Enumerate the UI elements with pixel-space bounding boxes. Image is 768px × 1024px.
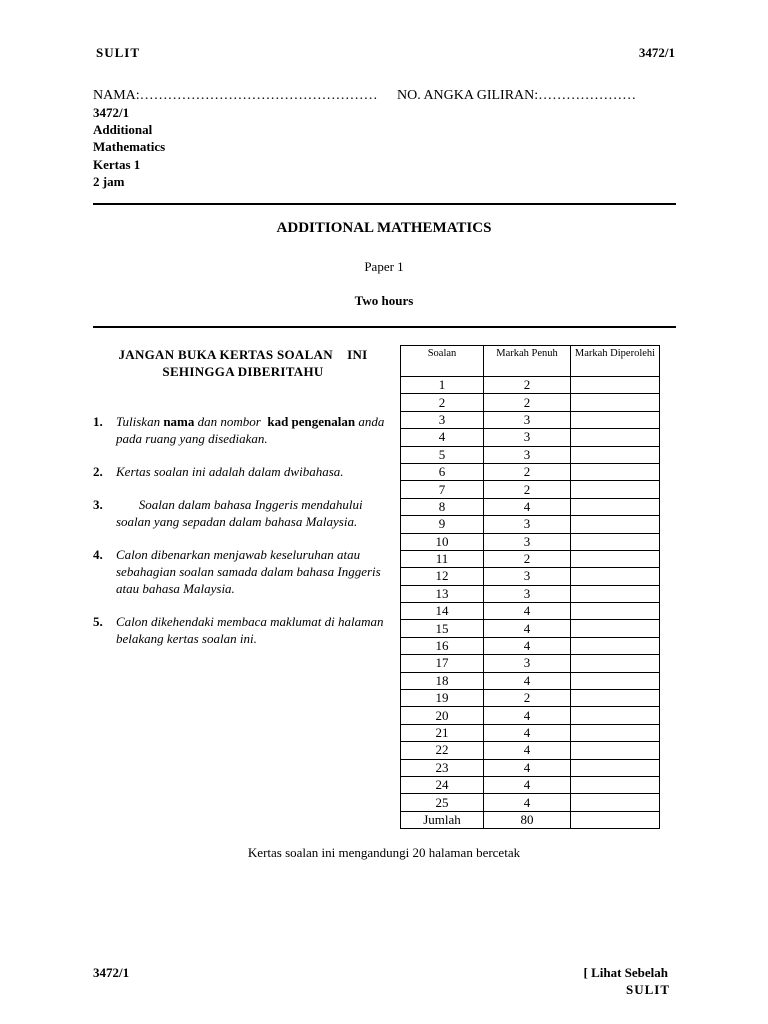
footer-paper-code: 3472/1 [93, 965, 130, 980]
question-number-cell: 12 [401, 568, 484, 585]
total-marks-cell: 80 [484, 811, 571, 828]
instruction-number: 1. [93, 414, 103, 429]
table-row [401, 481, 660, 498]
full-marks-cell: 2 [484, 463, 571, 480]
warning-line-1: JANGAN BUKA KERTAS SOALAN INI [118, 347, 368, 362]
full-marks-cell: 2 [484, 481, 571, 498]
table-row [401, 655, 660, 672]
question-number-cell: 7 [401, 481, 484, 498]
instruction-item [93, 463, 393, 480]
table-row [401, 637, 660, 654]
marks-obtained-cell[interactable] [571, 481, 660, 498]
question-number-cell: 1 [401, 377, 484, 394]
meta-subject-1: Additional [93, 122, 153, 138]
full-marks-cell: 4 [484, 620, 571, 637]
full-marks-cell: 4 [484, 498, 571, 515]
question-number-cell: 3 [401, 411, 484, 428]
full-marks-cell: 4 [484, 672, 571, 689]
table-row [401, 498, 660, 515]
full-marks-cell: 3 [484, 533, 571, 550]
table-row [401, 568, 660, 585]
table-row [401, 620, 660, 637]
full-marks-cell: 2 [484, 690, 571, 707]
full-marks-cell: 4 [484, 707, 571, 724]
table-row [401, 377, 660, 394]
total-label-cell: Jumlah [401, 811, 484, 828]
marks-obtained-cell[interactable] [571, 429, 660, 446]
page-count-note: Kertas soalan ini mengandungi 20 halaman bercetak [247, 845, 521, 860]
full-marks-cell: 2 [484, 550, 571, 567]
table-row [401, 603, 660, 620]
marks-obtained-cell[interactable] [571, 707, 660, 724]
question-number-cell: 8 [401, 498, 484, 515]
full-marks-cell: 3 [484, 568, 571, 585]
instruction-text: dan nombor [194, 414, 268, 429]
marks-obtained-cell[interactable] [571, 603, 660, 620]
question-number-cell: 16 [401, 637, 484, 654]
instruction-text: Soalan dalam bahasa Inggeris mendahului soalan yang sepadan dalam bahasa Malaysia. [116, 497, 366, 529]
table-row [401, 516, 660, 533]
question-number-cell: 22 [401, 742, 484, 759]
instruction-emphasis: nama [163, 414, 195, 429]
instruction-item [93, 413, 393, 447]
index-number-field: NO. ANGKA GILIRAN:………………… [397, 88, 637, 103]
table-row [401, 550, 660, 567]
table-row [401, 394, 660, 411]
marks-obtained-cell[interactable] [571, 585, 660, 602]
instruction-emphasis: kad pengenalan [267, 414, 356, 429]
question-number-cell: 23 [401, 759, 484, 776]
full-marks-cell: 3 [484, 655, 571, 672]
marks-obtained-cell[interactable] [571, 794, 660, 811]
name-field: NAMA:…………………………………………… [93, 88, 378, 103]
question-number-cell: 9 [401, 516, 484, 533]
footer-classification: SULIT [625, 982, 670, 997]
question-number-cell: 6 [401, 463, 484, 480]
table-row [401, 411, 660, 428]
full-marks-cell: 4 [484, 637, 571, 654]
question-number-cell: 11 [401, 550, 484, 567]
marks-obtained-cell[interactable] [571, 672, 660, 689]
full-marks-cell: 3 [484, 411, 571, 428]
table-row [401, 690, 660, 707]
table-row [401, 742, 660, 759]
question-number-cell: 25 [401, 794, 484, 811]
meta-duration: 2 jam [93, 173, 125, 189]
marks-obtained-cell[interactable] [571, 620, 660, 637]
marks-obtained-cell[interactable] [571, 463, 660, 480]
question-number-cell: 5 [401, 446, 484, 463]
warning-line-2: SEHINGGA DIBERITAHU [162, 364, 324, 379]
table-row [401, 533, 660, 550]
question-number-cell: 13 [401, 585, 484, 602]
paper-number: Paper 1 [364, 259, 404, 274]
question-number-cell: 2 [401, 394, 484, 411]
question-number-cell: 18 [401, 672, 484, 689]
marks-obtained-cell[interactable] [571, 637, 660, 654]
instruction-text: Calon dikehendaki membaca maklumat di halaman belakang kertas soalan ini. [116, 614, 384, 646]
full-marks-cell: 2 [484, 377, 571, 394]
marks-obtained-cell[interactable] [571, 690, 660, 707]
question-number-cell: 14 [401, 603, 484, 620]
full-marks-cell: 3 [484, 429, 571, 446]
header-paper-code: 3472/1 [638, 45, 675, 60]
header-classification: SULIT [96, 45, 141, 60]
question-number-cell: 15 [401, 620, 484, 637]
meta-code: 3472/1 [93, 105, 130, 120]
meta-subject-2: Mathematics [93, 139, 166, 155]
marks-obtained-cell[interactable] [571, 776, 660, 793]
question-number-cell: 20 [401, 707, 484, 724]
full-marks-cell: 4 [484, 759, 571, 776]
col-header-full-marks: Markah Penuh [484, 346, 571, 377]
instruction-text: Kertas soalan ini adalah dalam dwibahasa. [116, 464, 344, 479]
table-total-row [401, 811, 660, 828]
question-number-cell: 19 [401, 690, 484, 707]
full-marks-cell: 3 [484, 585, 571, 602]
table-row [401, 585, 660, 602]
table-row [401, 707, 660, 724]
instruction-text: Tuliskan [116, 414, 164, 429]
col-header-marks-obtained: Markah Diperolehi [571, 346, 660, 377]
full-marks-cell: 4 [484, 603, 571, 620]
warning-notice [93, 346, 393, 380]
table-row [401, 429, 660, 446]
marks-obtained-cell[interactable] [571, 568, 660, 585]
table-row [401, 463, 660, 480]
question-number-cell: 4 [401, 429, 484, 446]
instruction-item [93, 613, 393, 647]
instruction-number: 3. [93, 497, 103, 512]
page-title: ADDITIONAL MATHEMATICS [276, 220, 492, 236]
marks-obtained-cell[interactable] [571, 377, 660, 394]
meta-paper: Kertas 1 [93, 156, 141, 172]
full-marks-cell: 4 [484, 776, 571, 793]
marks-obtained-cell[interactable] [571, 498, 660, 515]
divider-top [93, 203, 676, 205]
marks-obtained-cell[interactable] [571, 550, 660, 567]
total-obtained-cell[interactable] [571, 811, 660, 828]
full-marks-cell: 3 [484, 446, 571, 463]
question-number-cell: 24 [401, 776, 484, 793]
instruction-item [93, 546, 393, 597]
instruction-item [93, 496, 393, 530]
marks-obtained-cell[interactable] [571, 411, 660, 428]
divider-middle [93, 326, 676, 328]
instruction-number: 5. [93, 614, 103, 629]
question-number-cell: 21 [401, 724, 484, 741]
question-number-cell: 10 [401, 533, 484, 550]
instruction-text: Calon dibenarkan menjawab keseluruhan atau sebahagian soalan samada dalam bahasa Inggeris atau bahasa Malaysia. [116, 547, 381, 596]
full-marks-cell: 4 [484, 794, 571, 811]
table-header-row [401, 346, 660, 377]
table-row [401, 776, 660, 793]
table-row [401, 724, 660, 741]
full-marks-cell: 2 [484, 394, 571, 411]
marks-obtained-cell[interactable] [571, 655, 660, 672]
table-row [401, 672, 660, 689]
question-number-cell: 17 [401, 655, 484, 672]
full-marks-cell: 4 [484, 742, 571, 759]
table-row [401, 446, 660, 463]
instruction-number: 4. [93, 547, 103, 562]
instruction-number: 2. [93, 464, 103, 479]
marks-obtained-cell[interactable] [571, 446, 660, 463]
full-marks-cell: 4 [484, 724, 571, 741]
marks-obtained-cell[interactable] [571, 533, 660, 550]
instructions-list [93, 413, 393, 663]
paper-meta [93, 104, 165, 190]
marks-obtained-cell[interactable] [571, 394, 660, 411]
marks-table [400, 345, 660, 829]
table-row [401, 759, 660, 776]
full-marks-cell: 3 [484, 516, 571, 533]
marks-obtained-cell[interactable] [571, 742, 660, 759]
table-row [401, 794, 660, 811]
instruction-text: anda pada ruang yang disediakan. [116, 414, 385, 446]
col-header-question: Soalan [401, 346, 484, 377]
marks-obtained-cell[interactable] [571, 724, 660, 741]
exam-duration: Two hours [354, 293, 414, 308]
marks-obtained-cell[interactable] [571, 759, 660, 776]
footer-turn-over: [ Lihat Sebelah [583, 965, 668, 980]
marks-obtained-cell[interactable] [571, 516, 660, 533]
